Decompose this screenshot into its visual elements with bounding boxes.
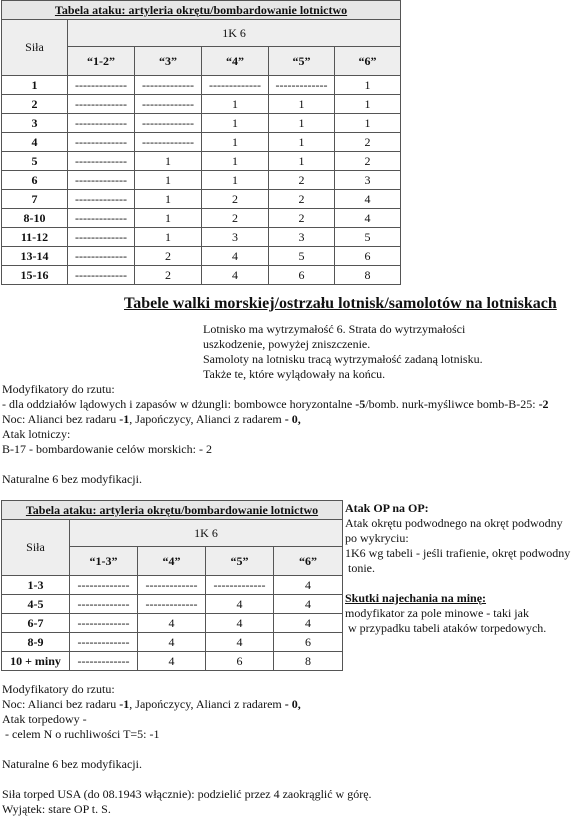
table-cell: 4	[206, 595, 274, 614]
exception-note: Wyjątek: stare OP t. S.	[2, 802, 111, 816]
row-label: 2	[2, 95, 68, 114]
table-cell: 5	[335, 228, 401, 247]
airfield-note-line: Samoloty na lotnisku tracą wytrzymałość zadaną lotnisku.	[203, 352, 483, 366]
column-header: “1-2”	[68, 47, 135, 76]
table-cell: 4	[274, 576, 343, 595]
table-cell: 1	[202, 114, 269, 133]
modifier-text: Noc: Alianci bez radaru	[2, 697, 120, 711]
table-row	[2, 95, 401, 114]
table-1-title: Tabela ataku: artyleria okrętu/bombardowanie lotnictwo	[2, 1, 401, 20]
table-cell: 8	[335, 266, 401, 285]
table-2-sila-header: Siła	[2, 520, 70, 576]
table-cell: -------------	[68, 247, 135, 266]
table-cell: 4	[138, 614, 206, 633]
table-cell: -------------	[70, 595, 138, 614]
table-cell: -------------	[135, 133, 202, 152]
table-cell: -------------	[68, 171, 135, 190]
row-label: 8-10	[2, 209, 68, 228]
table-cell: 1	[135, 228, 202, 247]
table-1-die-header: 1K 6	[68, 20, 401, 47]
attack-table-1	[1, 0, 401, 285]
sub-attack-line: 1K6 wg tabeli - jeśli trafienie, okręt podwodny	[345, 546, 571, 560]
row-label: 4-5	[2, 595, 70, 614]
modifier-night	[2, 412, 549, 427]
row-label: 13-14	[2, 247, 68, 266]
column-header: “1-3”	[70, 547, 138, 576]
row-label: 15-16	[2, 266, 68, 285]
table-cell: 1	[202, 95, 269, 114]
table-cell: 2	[335, 152, 401, 171]
column-header: “6”	[335, 47, 401, 76]
row-label: 5	[2, 152, 68, 171]
sub-attack-line: tonie.	[345, 561, 375, 575]
table-cell: 2	[135, 247, 202, 266]
table-cell: -------------	[68, 133, 135, 152]
modifiers-heading: Modyfikatory do rzutu:	[2, 682, 115, 696]
table-cell: 1	[335, 76, 401, 95]
table-2-die-header: 1K 6	[70, 520, 343, 547]
table-cell: 1	[135, 190, 202, 209]
table-cell: -------------	[68, 76, 135, 95]
table-cell: -------------	[202, 76, 269, 95]
table-2-title: Tabela ataku: artyleria okrętu/bombardowanie lotnictwo	[2, 501, 343, 520]
table-row	[2, 152, 401, 171]
row-label: 4	[2, 133, 68, 152]
table-cell: 6	[269, 266, 335, 285]
table-cell: 2	[269, 209, 335, 228]
table-cell: 1	[135, 152, 202, 171]
table-row	[2, 652, 343, 671]
table-cell: 6	[206, 652, 274, 671]
table-row	[2, 576, 343, 595]
airfield-note-line: Lotnisko ma wytrzymałość 6. Strata do wytrzymałości	[203, 322, 466, 336]
table-cell: -------------	[68, 228, 135, 247]
row-label: 6	[2, 171, 68, 190]
table-cell: 1	[202, 133, 269, 152]
modifier-torpedo-target: - celem N o ruchliwości T=5: -1	[2, 727, 160, 741]
column-header: “5”	[269, 47, 335, 76]
table-cell: 4	[138, 652, 206, 671]
table-cell: 2	[202, 190, 269, 209]
table-row	[2, 595, 343, 614]
modifier-jungle	[2, 397, 549, 412]
column-header: “3”	[135, 47, 202, 76]
torpedo-strength-note: Siła torped USA (do 08.1943 włącznie): podzielić przez 4 zaokrąglić w górę.	[2, 787, 372, 801]
row-label: 1-3	[2, 576, 70, 595]
table-cell: -------------	[138, 576, 206, 595]
modifier-value: - 0,	[284, 697, 301, 711]
column-header: “4”	[138, 547, 206, 576]
modifier-value: - 0,	[284, 412, 301, 426]
table-cell: -------------	[269, 76, 335, 95]
table-cell: -------------	[70, 614, 138, 633]
table-cell: 4	[202, 266, 269, 285]
sub-attack-notes	[345, 501, 570, 636]
modifiers-heading: Modyfikatory do rzutu:	[2, 382, 115, 396]
table-cell: 6	[274, 633, 343, 652]
table-cell: 3	[269, 228, 335, 247]
table-cell: 8	[274, 652, 343, 671]
table-cell: 1	[335, 95, 401, 114]
row-label: 8-9	[2, 633, 70, 652]
column-header: “5”	[206, 547, 274, 576]
modifier-b17: B-17 - bombardowanie celów morskich: - 2	[2, 442, 212, 456]
table-cell: -------------	[68, 190, 135, 209]
row-label: 1	[2, 76, 68, 95]
table-row	[2, 133, 401, 152]
table-cell: 1	[335, 114, 401, 133]
table-cell: 2	[269, 190, 335, 209]
table-cell: 4	[274, 595, 343, 614]
section-title: Tabele walki morskiej/ostrzału lotnisk/samolotów na lotniskach	[124, 295, 557, 312]
table-cell: -------------	[135, 95, 202, 114]
modifier-text: /bomb. nurk-myśliwce bomb-B-25:	[365, 397, 539, 411]
row-label: 6-7	[2, 614, 70, 633]
table-cell: 3	[202, 228, 269, 247]
airfield-note-line: Także te, które wylądowały na końcu.	[203, 367, 386, 381]
table-row	[2, 633, 343, 652]
table-cell: 4	[206, 614, 274, 633]
table-cell: -------------	[70, 652, 138, 671]
airfield-note	[203, 322, 483, 382]
table-cell: 5	[269, 247, 335, 266]
modifiers-block-2	[2, 682, 372, 817]
table-cell: 1	[135, 209, 202, 228]
modifier-text: , Japończycy, Alianci z radarem	[129, 412, 285, 426]
natural-six-note: Naturalne 6 bez modyfikacji.	[2, 472, 142, 486]
table-cell: 2	[269, 171, 335, 190]
table-cell: 4	[138, 633, 206, 652]
modifier-value: -5	[355, 397, 366, 411]
row-label: 7	[2, 190, 68, 209]
sub-attack-heading: Atak OP na OP:	[345, 501, 429, 515]
table-cell: -------------	[68, 114, 135, 133]
modifier-text: Noc: Alianci bez radaru	[2, 412, 120, 426]
column-header: “4”	[202, 47, 269, 76]
modifier-value: -1	[119, 697, 130, 711]
modifiers-block-1	[2, 382, 549, 487]
modifier-night	[2, 697, 372, 712]
table-cell: 6	[335, 247, 401, 266]
table-cell: -------------	[70, 633, 138, 652]
table-row	[2, 171, 401, 190]
table-cell: 1	[202, 171, 269, 190]
airfield-note-line: uszkodzenie, powyżej zniszczenie.	[203, 337, 371, 351]
table-cell: 4	[335, 190, 401, 209]
table-cell: 2	[135, 266, 202, 285]
table-cell: -------------	[135, 114, 202, 133]
table-row	[2, 228, 401, 247]
row-label: 11-12	[2, 228, 68, 247]
table-cell: 3	[335, 171, 401, 190]
modifier-value: -2	[538, 397, 549, 411]
table-cell: 1	[202, 152, 269, 171]
table-cell: 2	[335, 133, 401, 152]
row-label: 3	[2, 114, 68, 133]
table-cell: 1	[269, 114, 335, 133]
table-cell: -------------	[68, 266, 135, 285]
modifier-text: , Japończycy, Alianci z radarem	[129, 697, 285, 711]
table-cell: 1	[269, 133, 335, 152]
table-cell: -------------	[68, 209, 135, 228]
table-cell: -------------	[70, 576, 138, 595]
mine-line: modyfikator za pole minowe - taki jak	[345, 606, 529, 620]
table-cell: 1	[269, 95, 335, 114]
table-cell: -------------	[68, 95, 135, 114]
table-cell: -------------	[68, 152, 135, 171]
table-row	[2, 76, 401, 95]
table-row	[2, 247, 401, 266]
table-cell: 1	[135, 171, 202, 190]
sub-attack-line: po wykryciu:	[345, 531, 409, 545]
column-header: “6”	[274, 547, 343, 576]
table-cell: 2	[202, 209, 269, 228]
mine-heading: Skutki najechania na minę:	[345, 591, 487, 605]
modifier-text: - dla oddziałów lądowych i zapasów w dżungli: bombowce horyzontalne	[2, 397, 356, 411]
table-cell: 4	[274, 614, 343, 633]
table-cell: 4	[202, 247, 269, 266]
natural-six-note: Naturalne 6 bez modyfikacji.	[2, 757, 142, 771]
table-cell: 1	[269, 152, 335, 171]
modifier-value: -1	[119, 412, 130, 426]
modifier-torpedo: Atak torpedowy -	[2, 712, 87, 726]
mine-line: w przypadku tabeli ataków torpedowych.	[345, 621, 547, 635]
table-1-sila-header: Siła	[2, 20, 68, 76]
table-row	[2, 614, 343, 633]
table-cell: -------------	[135, 76, 202, 95]
table-cell: 4	[206, 633, 274, 652]
table-row	[2, 209, 401, 228]
table-row	[2, 114, 401, 133]
table-cell: -------------	[138, 595, 206, 614]
table-cell: 4	[335, 209, 401, 228]
modifier-air-attack: Atak lotniczy:	[2, 427, 71, 441]
table-row	[2, 266, 401, 285]
table-cell: -------------	[206, 576, 274, 595]
sub-attack-line: Atak okrętu podwodnego na okręt podwodny	[345, 516, 563, 530]
row-label: 10 + miny	[2, 652, 70, 671]
table-row	[2, 190, 401, 209]
attack-table-2	[1, 500, 343, 671]
